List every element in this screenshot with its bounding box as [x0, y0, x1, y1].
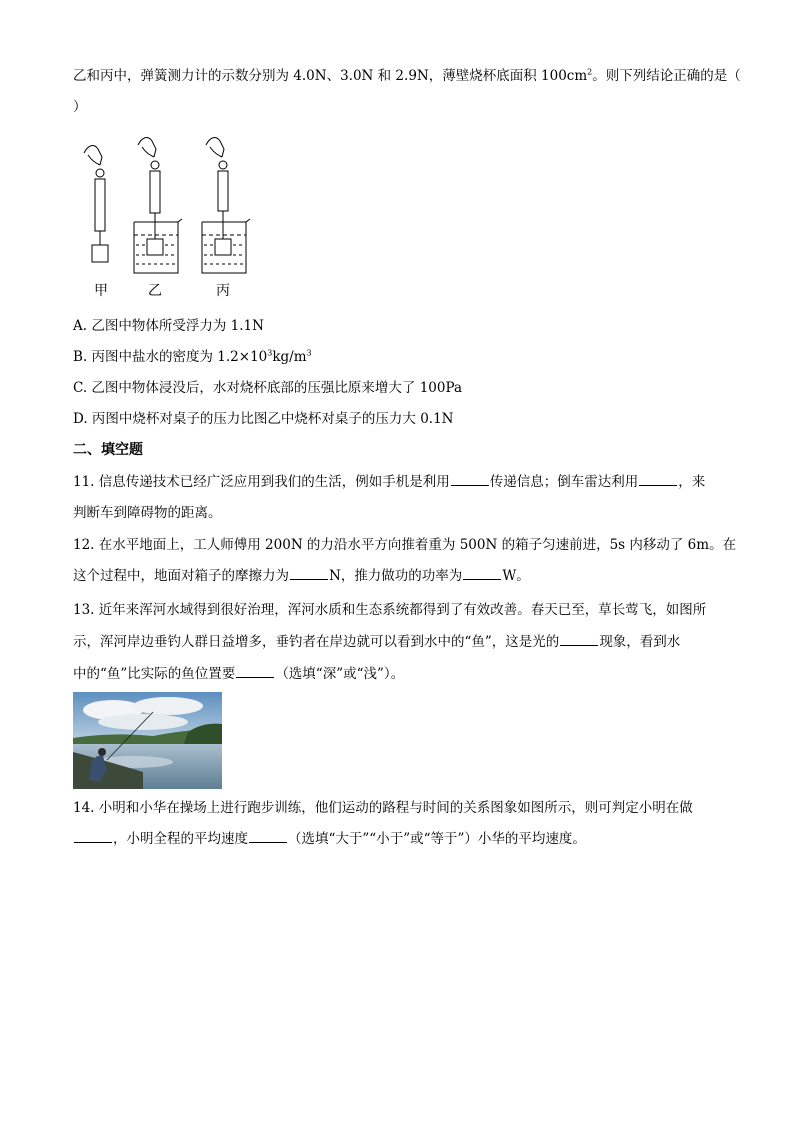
option-b-unit: kg/m	[272, 349, 307, 365]
section-heading: 二、填空题	[73, 442, 143, 458]
figure-yi-apparatus	[134, 138, 182, 273]
option-c-text: C. 乙图中物体浸没后，水对烧杯底部的压强比原来增大了 100Pa	[73, 380, 463, 396]
figure-label-jia: 甲	[94, 283, 108, 299]
q13-text-line1: 13. 近年来浑河水域得到很好治理，浑河水质和生态系统都得到了有效改善。春天已至，草长莺飞，如图所	[73, 602, 707, 618]
q11-text-part1: 11. 信息传递技术已经广泛应用到我们的生活，例如手机是利用	[73, 474, 450, 490]
q11-blank-1[interactable]	[451, 473, 489, 486]
option-b-text: B. 丙图中盐水的密度为 1.2×10	[73, 349, 268, 365]
option-b-unit-exponent: 3	[306, 348, 312, 358]
q10-option-a	[73, 316, 264, 336]
q12-blank-1[interactable]	[290, 567, 328, 580]
figure-jia-apparatus	[84, 146, 108, 262]
q14-text-part3: （选填“大于”“小于”或“等于”）小华的平均速度。	[288, 831, 586, 847]
q11-text-part2: 传递信息；倒车雷达利用	[489, 474, 639, 490]
option-a-text: A. 乙图中物体所受浮力为 1.1N	[73, 318, 264, 334]
q11-line1	[73, 472, 705, 492]
q10-option-b	[73, 347, 312, 367]
q10-bracket-close: ）	[73, 99, 87, 115]
q10-stem-text: 乙和丙中，弹簧测力计的示数分别为 4.0N、3.0N 和 2.9N，薄壁烧杯底面积 100cm	[73, 68, 588, 84]
q12-text-part1: 这个过程中，地面对箱子的摩擦力为	[73, 568, 289, 584]
q10-option-d	[73, 409, 454, 429]
q10-stem-tail: 。则下列结论正确的是（	[592, 68, 741, 84]
q14-text-part2: ，小明全程的平均速度	[113, 831, 248, 847]
q13-text-part3: 中的“鱼”比实际的鱼位置要	[73, 666, 236, 682]
option-d-text: D. 丙图中烧杯对桌子的压力比图乙中烧杯对桌子的压力大 0.1N	[73, 411, 454, 427]
q14-blank-1[interactable]	[74, 830, 112, 843]
q13-blank-1[interactable]	[560, 633, 598, 646]
spring-scale-figure	[78, 135, 258, 300]
q14-blank-2[interactable]	[249, 830, 287, 843]
q11-text-line2: 判断车到障碍物的距离。	[73, 505, 222, 521]
q12-text-part3: W。	[502, 568, 530, 584]
q13-line1	[73, 600, 706, 620]
fishing-photo	[73, 692, 222, 789]
q14-line2	[73, 829, 586, 849]
q14-line1	[73, 798, 693, 818]
q13-text-part2: 现象，看到水	[599, 634, 681, 650]
q14-text-line1: 14. 小明和小华在操场上进行跑步训练，他们运动的路程与时间的关系图象如图所示，则可判定小明在做	[73, 800, 693, 816]
q12-text-line1: 12. 在水平地面上，工人师傅用 200N 的力沿水平方向推着重为 500N 的箱子匀速前进，5s 内移动了 6m。在	[73, 537, 737, 553]
q12-line2	[73, 566, 530, 586]
q12-blank-2[interactable]	[463, 567, 501, 580]
q13-blank-2[interactable]	[236, 665, 274, 678]
q10-superscript: 2	[587, 67, 593, 77]
q11-text-part3: ，来	[678, 474, 706, 490]
q13-line3	[73, 664, 404, 684]
q13-text-part4: （选填“深”或“浅”）。	[275, 666, 405, 682]
option-b-exponent: 3	[267, 348, 273, 358]
q13-text-part1: 示，浑河岸边垂钓人群日益增多，垂钓者在岸边就可以看到水中的“鱼”，这是光的	[73, 634, 560, 650]
q13-line2	[73, 632, 680, 652]
figure-bing-apparatus	[202, 138, 250, 273]
q11-blank-2[interactable]	[639, 473, 677, 486]
q12-text-part2: N，推力做功的功率为	[329, 568, 463, 584]
q10-stem-line1	[73, 66, 741, 86]
q10-option-c	[73, 378, 462, 398]
figure-label-yi: 乙	[148, 283, 162, 299]
figure-label-bing: 丙	[216, 283, 230, 299]
q11-line2	[73, 503, 222, 523]
q10-stem-line2	[73, 97, 87, 117]
q12-line1	[73, 535, 736, 555]
